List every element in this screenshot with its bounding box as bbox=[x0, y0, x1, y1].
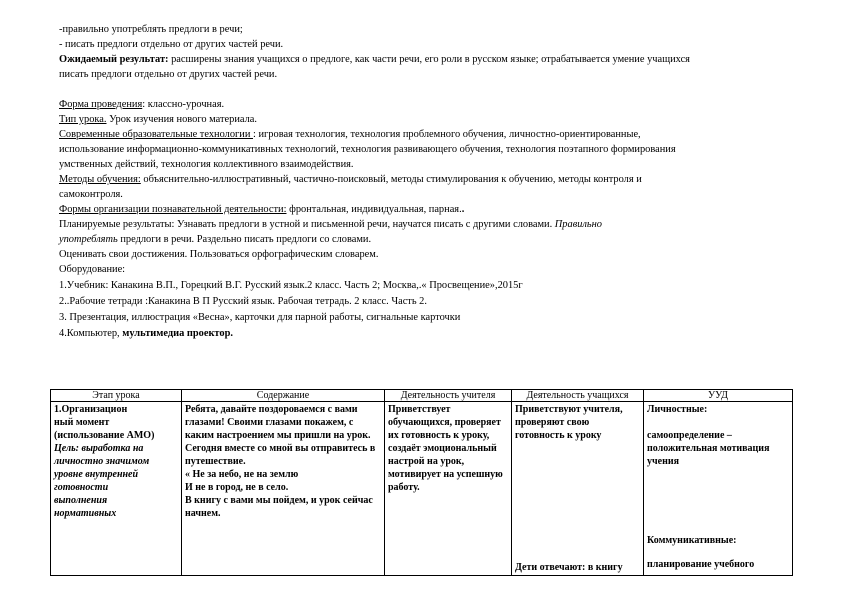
goal-line-2: - писать предлоги отдельно от других частей речи. bbox=[59, 39, 284, 50]
form-label: Форма проведения bbox=[59, 99, 143, 110]
stage-title-3: (использование АМО) bbox=[54, 430, 155, 441]
students-cell bbox=[512, 402, 644, 576]
content-p3: « Не за небо, не на землю bbox=[185, 469, 299, 480]
stage-goal-1: Цель: выработка на bbox=[54, 443, 144, 454]
expected-result bbox=[59, 54, 690, 66]
table-header-row bbox=[51, 390, 793, 402]
stage-goal-4: готовности bbox=[54, 482, 109, 493]
lesson-table bbox=[50, 389, 793, 576]
equipment-item-2: 2..Рабочие тетради :Канакина В П Русский язык. Рабочая тетрадь. 2 класс. Часть 2. bbox=[59, 296, 427, 307]
table-row bbox=[51, 402, 793, 576]
activity-forms bbox=[59, 204, 464, 216]
stage-title-2: ный момент bbox=[54, 417, 110, 428]
uud-comm-label: Коммуникативные: bbox=[647, 535, 737, 546]
lesson-type bbox=[59, 114, 257, 126]
form-text: : классно-урочная. bbox=[142, 99, 225, 110]
teaching-methods-cont: самоконтроля. bbox=[59, 189, 123, 200]
equip4-text: 4.Компьютер, bbox=[59, 328, 123, 339]
technologies bbox=[59, 129, 641, 141]
expected-label: Ожидаемый результат: bbox=[59, 54, 169, 65]
expected-result-cont: писать предлоги отдельно от других частей речи. bbox=[59, 69, 278, 80]
planned-results bbox=[59, 219, 602, 231]
planned-text: Планируемые результаты: Узнавать предлоги в устной и письменной речи, научатся писать с другими словами. bbox=[59, 219, 555, 230]
forms-label: Формы организации познавательной деятельности: bbox=[59, 204, 287, 215]
equipment-item-3: 3. Презентация, иллюстрация «Весна», карточки для парной работы, сигнальные карточки bbox=[59, 312, 461, 323]
content-cell bbox=[182, 402, 385, 576]
uud-cell bbox=[644, 402, 793, 576]
forms-end: . bbox=[461, 204, 465, 215]
technologies-cont-2: умственных действий, технология коллективного взаимодействия. bbox=[59, 159, 354, 170]
technologies-cont-1: использование информационно-коммуникативных технологий, технология развивающего обучения, технология поэтапного формирования bbox=[59, 144, 676, 155]
expected-text: расширены знания учащихся о предлоге, как части речи, его роли в русском языке; отрабатывается умение учащихся bbox=[168, 54, 690, 65]
planned-text-2: предлоги в речи. Раздельно писать предлоги со словами. bbox=[117, 234, 372, 245]
stage-goal-5: выполнения bbox=[54, 495, 108, 506]
stage-goal-3: уровне внутренней bbox=[54, 469, 139, 480]
uud-personal-label: Личностные: bbox=[647, 404, 708, 415]
students-p2: Дети отвечают: в книгу bbox=[515, 562, 623, 573]
stage-goal-2: личностно значимом bbox=[54, 456, 150, 467]
equip4-bold: мультимедиа проектор. bbox=[122, 328, 233, 339]
content-p2: Сегодня вместе со мной вы отправитесь в путешествие. bbox=[185, 443, 376, 467]
methods-text: объяснительно-иллюстративный, частично-поисковый, методы стимулирования к обучению, методы контроля и bbox=[140, 174, 642, 185]
content-p4: И не в город, не в село. bbox=[185, 482, 289, 493]
content-p5: В книгу с вами мы пойдем, и урок сейчас начнем. bbox=[185, 495, 373, 519]
methods-label: Методы обучения: bbox=[59, 174, 141, 185]
stage-title-1: 1.Организацион bbox=[54, 404, 128, 415]
uud-comm-text: планирование учебного bbox=[647, 559, 755, 570]
forms-text: фронтальная, индивидуальная, парная. bbox=[286, 204, 462, 215]
planned-italic: Правильно bbox=[554, 219, 603, 230]
lesson-form bbox=[59, 99, 224, 111]
stage-goal-6: нормативных bbox=[54, 508, 117, 519]
header-teacher: Деятельность учителя bbox=[385, 390, 512, 402]
type-label: Тип урока. bbox=[59, 114, 107, 125]
teaching-methods bbox=[59, 174, 642, 186]
header-students: Деятельность учащихся bbox=[512, 390, 644, 402]
tech-text: : игровая технология, технология проблемного обучения, личностно-ориентированные, bbox=[253, 129, 641, 140]
header-stage: Этап урока bbox=[51, 390, 182, 402]
type-text: Урок изучения нового материала. bbox=[106, 114, 257, 125]
teacher-cell bbox=[385, 402, 512, 576]
tech-label: Современные образовательные технологии bbox=[59, 129, 253, 140]
header-uud: УУД bbox=[644, 390, 793, 402]
evaluate-line: Оценивать свои достижения. Пользоваться орфографическим словарем. bbox=[59, 249, 379, 260]
goal-line-1: -правильно употреблять предлоги в речи; bbox=[59, 24, 243, 35]
content-p1: Ребята, давайте поздороваемся с вами глазами! Своими глазами покажем, с каким настроением мы пришли на урок. bbox=[185, 404, 371, 441]
equipment-item-4 bbox=[59, 328, 233, 340]
header-content: Содержание bbox=[182, 390, 385, 402]
equipment-item-1: 1.Учебник: Канакина В.П., Горецкий В.Г. Русский язык.2 класс. Часть 2; Москва,.« Просвещение»,2015г bbox=[59, 280, 523, 291]
students-p1: Приветствуют учителя, проверяют свою готовность к уроку bbox=[515, 404, 623, 441]
planned-italic-2: употреблять bbox=[59, 234, 118, 245]
teacher-p1: Приветствует обучающихся, проверяет их готовность к уроку, создаёт эмоциональный настрой на урок, мотивирует на успешную работу. bbox=[388, 404, 503, 493]
uud-personal-text: самоопределение – положительная мотивация учения bbox=[647, 430, 770, 467]
planned-results-cont bbox=[59, 234, 371, 246]
equipment-label: Оборудование: bbox=[59, 264, 126, 275]
stage-cell bbox=[51, 402, 182, 576]
